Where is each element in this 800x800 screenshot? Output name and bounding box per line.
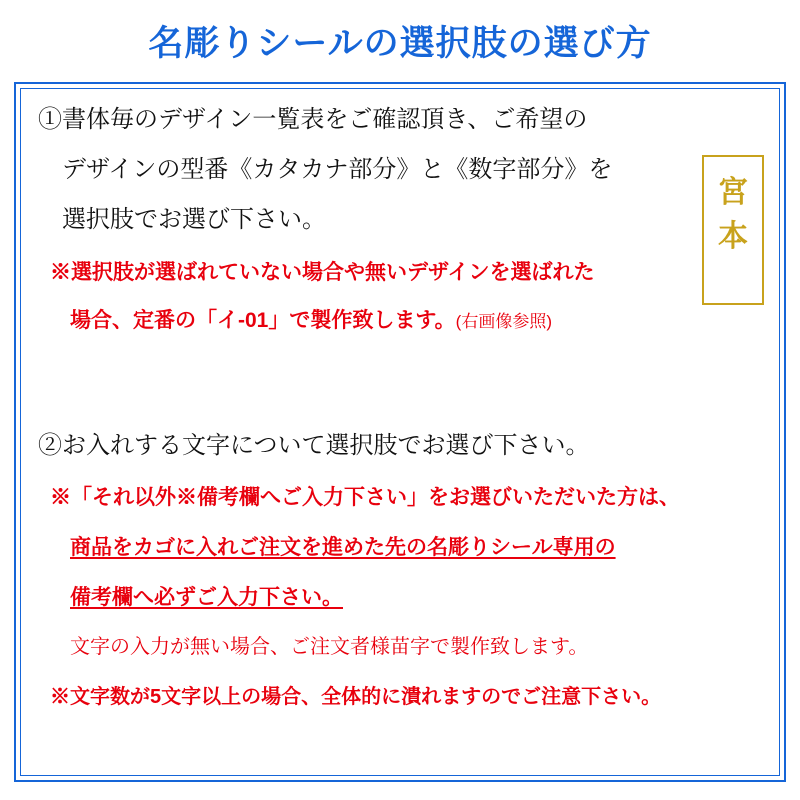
section1-line1: ①書体毎のデザイン一覧表をご確認頂き、ご希望の xyxy=(38,106,588,133)
section2-note3: 備考欄へ必ずご入力下さい。 xyxy=(70,586,343,609)
section1-line3: 選択肢でお選び下さい。 xyxy=(62,206,326,233)
sample-seal-image xyxy=(702,155,764,305)
section2-note4: 文字の入力が無い場合、ご注文者様苗字で製作致します。 xyxy=(70,636,589,658)
section1-note2 xyxy=(70,310,552,331)
content-area xyxy=(14,82,786,782)
section2-note5: ※文字数が5文字以上の場合、全体的に潰れますのでご注意下さい。 xyxy=(50,686,662,708)
section2-line1: ②お入れする文字について選択肢でお選び下さい。 xyxy=(38,432,590,459)
section1-note2-small: (右画像参照) xyxy=(455,312,552,331)
page-title: 名彫りシールの選択肢の選び方 xyxy=(148,24,652,63)
section1-note2-main: 場合、定番の「イ-01」で製作致します。 xyxy=(70,309,456,332)
section1-note1: ※選択肢が選ばれていない場合や無いデザインを選ばれた xyxy=(50,261,595,284)
section2-note2: 商品をカゴに入れご注文を進めた先の名彫りシール専用の xyxy=(70,536,616,559)
section2-note1: ※「それ以外※備考欄へご入力下さい」をお選びいただいた方は、 xyxy=(50,486,680,509)
sample-seal-text: 宮本 xyxy=(718,175,748,254)
section1-line2: デザインの型番《カタカナ部分》と《数字部分》を xyxy=(62,156,613,183)
